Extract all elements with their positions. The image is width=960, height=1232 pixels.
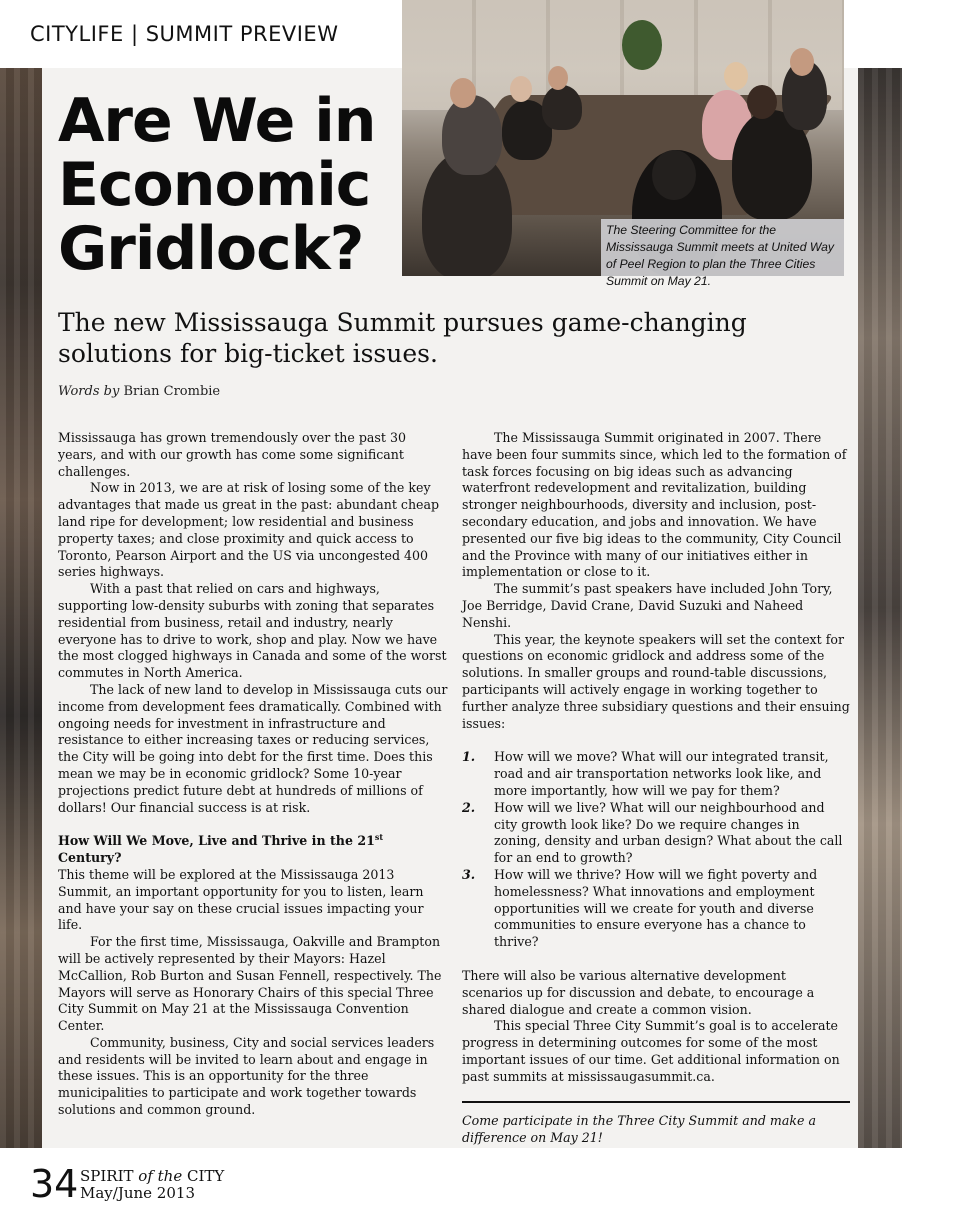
magazine-title-part: of the bbox=[138, 1167, 183, 1185]
article-column-right bbox=[462, 430, 850, 1147]
list-item bbox=[462, 867, 850, 951]
paragraph: There will also be various alternative development scenarios up for discussion and debate, to encourage a shared dialogue and create a common vision. bbox=[462, 967, 815, 1017]
paragraph: The Mississauga Summit originated in 2007. There have been four summits since, which led to the formation of task forces focusing on big ideas such as advancing waterfront redevelopment and revitalization, building stronger neighbourhoods, diversity and inclusion, post-secondary education, and jobs and innovation. We have presented our five big ideas to the community, City Council and the Province with many of our initiatives either in implementation or close to it. bbox=[462, 430, 847, 580]
paragraph: For the first time, Mississauga, Oakville and Brampton will be actively represented by their Mayors: Hazel McCallion, Rob Burton and Susan Fennell, respectively. The Mayors will serve as Honorary Chairs of this special Three City Summit on May 21 at the Mississauga Convention Center. bbox=[58, 934, 442, 1034]
page-number: 34 bbox=[30, 1162, 79, 1206]
paragraph: Community, business, City and social services leaders and residents will be invited to learn about and engage in these issues. This is an opportunity for the three municipalities to participate and work together towards solutions and common ground. bbox=[58, 1034, 435, 1118]
list-number: 3. bbox=[462, 866, 476, 882]
paragraph: Now in 2013, we are at risk of losing some of the key advantages that made us great in the past: abundant cheap land ripe for development; low residential and business property taxes; and close proximity and quick access to Toronto, Pearson Airport and the US via uncongested 400 series highways. bbox=[58, 480, 440, 580]
byline bbox=[58, 384, 220, 399]
section-subhead bbox=[58, 833, 448, 867]
paragraph: This year, the keynote speakers will set the context for questions on economic gridlock and address some of the solutions. In smaller groups and round-table discussions, participants will actively engage in working together to further analyze three subsidiary questions and their ensuing issues: bbox=[462, 631, 850, 731]
closing-callout: Come participate in the Three City Summit and make a difference on May 21! bbox=[462, 1113, 816, 1146]
background-photo-right bbox=[858, 68, 902, 1148]
byline-prefix: Words by bbox=[58, 384, 120, 399]
divider bbox=[462, 1101, 850, 1103]
list-text: How will we move? What will our integrated transit, road and air transportation networks look like, and more importantly, how will we pay for them? bbox=[494, 749, 829, 798]
subhead-superscript: st bbox=[374, 832, 384, 843]
subhead-text-end: Century? bbox=[58, 850, 122, 866]
magazine-title bbox=[80, 1168, 224, 1185]
magazine-footer bbox=[80, 1168, 224, 1202]
section-label bbox=[30, 22, 338, 46]
paragraph: The lack of new land to develop in Mississauga cuts our income from development fees dramatically. Combined with ongoing needs for investment in infrastructure and resistance to either increasing taxes or reducing services, the City will be going into debt for the first time. Does this mean we may be in economic gridlock? Some 10-year projections predict future debt at hundreds of millions of dollars! Our financial success is at risk. bbox=[58, 681, 448, 815]
paragraph: Mississauga has grown tremendously over the past 30 years, and with our growth has come some significant challenges. bbox=[58, 430, 406, 479]
headline-line: Gridlock? bbox=[58, 214, 364, 284]
subhead-text: How Will We Move, Live and Thrive in the 21 bbox=[58, 833, 375, 849]
headline-line: Economic bbox=[58, 150, 371, 220]
section-separator: | bbox=[123, 22, 146, 46]
paragraph: With a past that relied on cars and highways, supporting low-density suburbs with zoning that separates residential from business, retail and industry, nearly everyone has to drive to work, shop and play. Now we have the most clogged highways in Canada and some of the worst commutes in North America. bbox=[58, 581, 447, 681]
article-column-left bbox=[58, 430, 448, 1119]
deck-subtitle: The new Mississauga Summit pursues game-changing solutions for big-ticket issues. bbox=[58, 308, 747, 368]
list-number: 2. bbox=[462, 799, 476, 815]
list-text: How will we live? What will our neighbourhood and city growth look like? Do we require changes in zoning, density and urban design? What about the call for an end to growth? bbox=[494, 799, 843, 866]
section-name: SUMMIT PREVIEW bbox=[145, 22, 339, 46]
magazine-title-part: SPIRIT bbox=[80, 1167, 139, 1185]
background-photo-left bbox=[0, 68, 42, 1148]
question-list bbox=[462, 749, 850, 951]
list-number: 1. bbox=[462, 749, 476, 765]
paragraph: This theme will be explored at the Mississauga 2013 Summit, an important opportunity for you to listen, learn and have your say on these crucial issues impacting your life. bbox=[58, 866, 424, 933]
section-brand: CITYLIFE bbox=[30, 22, 124, 46]
photo-caption: The Steering Committee for the Mississauga Summit meets at United Way of Peel Region to plan the Three Cities Summit on May 21. bbox=[601, 219, 844, 276]
paragraph: The summit’s past speakers have included John Tory, Joe Berridge, David Crane, David Suzuki and Naheed Nenshi. bbox=[462, 581, 833, 630]
list-item bbox=[462, 800, 850, 867]
magazine-title-part: CITY bbox=[182, 1167, 225, 1185]
headline-line: Are We in bbox=[58, 86, 376, 156]
list-text: How will we thrive? How will we fight poverty and homelessness? What innovations and employment opportunities will we create for youth and diverse communities to ensure everyone has a chance to thrive? bbox=[494, 866, 818, 950]
paragraph: This special Three City Summit’s goal is to accelerate progress in determining outcomes for some of the most important issues of our time. Get additional information on past summits at mississaugasummit.ca. bbox=[462, 1018, 840, 1084]
list-item bbox=[462, 749, 850, 799]
byline-author: Brian Crombie bbox=[123, 384, 221, 399]
headline bbox=[58, 86, 398, 284]
issue-date: May/June 2013 bbox=[80, 1184, 195, 1202]
